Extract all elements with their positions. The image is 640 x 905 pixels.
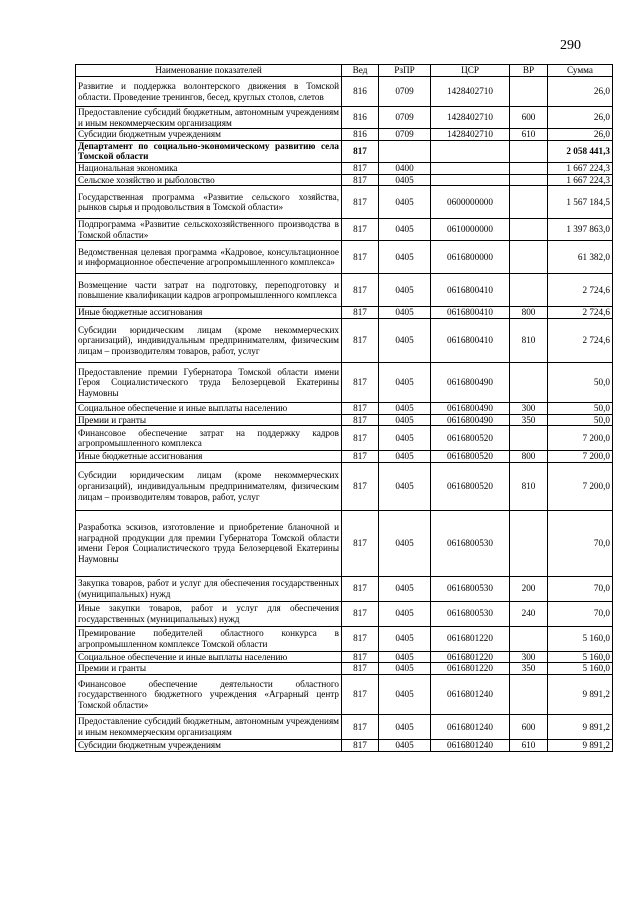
header-vr: ВР bbox=[510, 65, 548, 77]
row-sum-cell: 26,0 bbox=[548, 77, 613, 107]
row-rzpr-cell: 0405 bbox=[379, 426, 431, 451]
row-name-cell: Премии и гранты bbox=[76, 414, 342, 426]
row-csr-cell: 0616800520 bbox=[431, 426, 510, 451]
table-row bbox=[76, 174, 613, 186]
row-csr-cell: 0616800410 bbox=[431, 307, 510, 319]
row-ved-cell: 817 bbox=[342, 714, 379, 739]
row-sum-cell: 2 724,6 bbox=[548, 307, 613, 319]
row-rzpr-cell: 0405 bbox=[379, 714, 431, 739]
row-rzpr-cell: 0405 bbox=[379, 219, 431, 241]
row-csr-cell bbox=[431, 174, 510, 186]
row-rzpr-cell bbox=[379, 140, 431, 162]
row-vr-cell: 240 bbox=[510, 601, 548, 626]
row-csr-cell: 0616800000 bbox=[431, 241, 510, 274]
row-rzpr-cell: 0405 bbox=[379, 576, 431, 601]
row-rzpr-cell: 0405 bbox=[379, 510, 431, 576]
row-vr-cell bbox=[510, 140, 548, 162]
row-name-cell: Иные бюджетные ассигнования bbox=[76, 307, 342, 319]
row-rzpr-cell: 0400 bbox=[379, 162, 431, 174]
row-vr-cell bbox=[510, 426, 548, 451]
row-csr-cell: 0616800410 bbox=[431, 274, 510, 307]
table-row bbox=[76, 576, 613, 601]
row-csr-cell: 0610000000 bbox=[431, 219, 510, 241]
row-ved-cell: 817 bbox=[342, 186, 379, 219]
row-vr-cell: 800 bbox=[510, 451, 548, 463]
row-name-cell: Финансовое обеспечение деятельности областного государственного бюджетного учреждения «Аграрный центр Томской области» bbox=[76, 674, 342, 714]
row-vr-cell: 300 bbox=[510, 651, 548, 663]
row-ved-cell: 817 bbox=[342, 426, 379, 451]
row-vr-cell bbox=[510, 274, 548, 307]
header-sum: Сумма bbox=[548, 65, 613, 77]
row-name-cell: Иные закупки товаров, работ и услуг для обеспечения государственных (муниципальных) нужд bbox=[76, 601, 342, 626]
row-name-cell: Премирование победителей областного конкурса в агропромышленном комплексе Томской области bbox=[76, 626, 342, 651]
table-row bbox=[76, 663, 613, 675]
row-name-cell: Сельское хозяйство и рыболовство bbox=[76, 174, 342, 186]
row-sum-cell: 1 397 863,0 bbox=[548, 219, 613, 241]
row-vr-cell: 200 bbox=[510, 576, 548, 601]
table-row bbox=[76, 318, 613, 362]
row-sum-cell: 9 891,2 bbox=[548, 739, 613, 751]
row-ved-cell: 816 bbox=[342, 77, 379, 107]
row-csr-cell: 0616800490 bbox=[431, 402, 510, 414]
row-vr-cell bbox=[510, 174, 548, 186]
row-sum-cell: 26,0 bbox=[548, 107, 613, 129]
row-ved-cell: 817 bbox=[342, 274, 379, 307]
table-body bbox=[76, 77, 613, 752]
table-row bbox=[76, 626, 613, 651]
row-rzpr-cell: 0405 bbox=[379, 362, 431, 402]
row-csr-cell: 1428402710 bbox=[431, 77, 510, 107]
row-rzpr-cell: 0405 bbox=[379, 451, 431, 463]
row-vr-cell: 800 bbox=[510, 307, 548, 319]
row-sum-cell: 61 382,0 bbox=[548, 241, 613, 274]
row-vr-cell: 810 bbox=[510, 462, 548, 510]
header-rzpr: РзПР bbox=[379, 65, 431, 77]
row-vr-cell: 350 bbox=[510, 663, 548, 675]
row-ved-cell: 817 bbox=[342, 362, 379, 402]
row-rzpr-cell: 0405 bbox=[379, 274, 431, 307]
row-ved-cell: 817 bbox=[342, 140, 379, 162]
row-vr-cell bbox=[510, 362, 548, 402]
row-vr-cell bbox=[510, 626, 548, 651]
row-rzpr-cell: 0405 bbox=[379, 663, 431, 675]
row-sum-cell: 2 724,6 bbox=[548, 274, 613, 307]
row-rzpr-cell: 0405 bbox=[379, 318, 431, 362]
row-rzpr-cell: 0405 bbox=[379, 414, 431, 426]
row-name-cell: Предоставление субсидий бюджетным, автономным учреждениям и иным некоммерческим организациям bbox=[76, 107, 342, 129]
row-sum-cell: 5 160,0 bbox=[548, 626, 613, 651]
row-sum-cell: 7 200,0 bbox=[548, 426, 613, 451]
row-name-cell: Предоставление премии Губернатора Томской области имени Героя Социалистического труда Белозерцевой Екатерины Наумовны bbox=[76, 362, 342, 402]
row-name-cell: Премии и гранты bbox=[76, 663, 342, 675]
row-rzpr-cell: 0405 bbox=[379, 307, 431, 319]
table-row bbox=[76, 451, 613, 463]
row-csr-cell: 0616800530 bbox=[431, 576, 510, 601]
row-csr-cell: 0616800490 bbox=[431, 362, 510, 402]
row-ved-cell: 816 bbox=[342, 129, 379, 141]
row-rzpr-cell: 0405 bbox=[379, 739, 431, 751]
row-csr-cell: 0616801220 bbox=[431, 651, 510, 663]
row-ved-cell: 817 bbox=[342, 674, 379, 714]
row-sum-cell: 5 160,0 bbox=[548, 663, 613, 675]
row-sum-cell: 7 200,0 bbox=[548, 451, 613, 463]
row-sum-cell: 50,0 bbox=[548, 414, 613, 426]
row-sum-cell: 70,0 bbox=[548, 510, 613, 576]
row-name-cell: Субсидии юридическим лицам (кроме некоммерческих организаций), индивидуальным предпринимателям, физическим лицам – производителям товаров, работ, услуг bbox=[76, 318, 342, 362]
row-sum-cell: 5 160,0 bbox=[548, 651, 613, 663]
row-ved-cell: 817 bbox=[342, 174, 379, 186]
table-row bbox=[76, 601, 613, 626]
row-sum-cell: 50,0 bbox=[548, 362, 613, 402]
row-csr-cell bbox=[431, 140, 510, 162]
row-ved-cell: 817 bbox=[342, 162, 379, 174]
row-sum-cell: 2 724,6 bbox=[548, 318, 613, 362]
table-row bbox=[76, 674, 613, 714]
row-name-cell: Департамент по социально-экономическому развитию села Томской области bbox=[76, 140, 342, 162]
budget-table bbox=[75, 64, 613, 752]
row-name-cell: Развитие и поддержка волонтерского движения в Томской области. Проведение тренингов, бесед, круглых столов, слетов bbox=[76, 77, 342, 107]
row-rzpr-cell: 0405 bbox=[379, 186, 431, 219]
table-row bbox=[76, 362, 613, 402]
row-ved-cell: 816 bbox=[342, 107, 379, 129]
header-ved: Вед bbox=[342, 65, 379, 77]
row-name-cell: Социальное обеспечение и иные выплаты населению bbox=[76, 402, 342, 414]
row-name-cell: Социальное обеспечение и иные выплаты населению bbox=[76, 651, 342, 663]
row-ved-cell: 817 bbox=[342, 739, 379, 751]
row-ved-cell: 817 bbox=[342, 462, 379, 510]
row-csr-cell: 1428402710 bbox=[431, 129, 510, 141]
row-csr-cell: 0616800520 bbox=[431, 451, 510, 463]
row-vr-cell: 610 bbox=[510, 129, 548, 141]
table-row bbox=[76, 77, 613, 107]
row-csr-cell: 0616801240 bbox=[431, 714, 510, 739]
row-rzpr-cell: 0405 bbox=[379, 674, 431, 714]
row-name-cell: Субсидии бюджетным учреждениям bbox=[76, 129, 342, 141]
row-csr-cell: 1428402710 bbox=[431, 107, 510, 129]
header-csr: ЦСР bbox=[431, 65, 510, 77]
row-rzpr-cell: 0405 bbox=[379, 174, 431, 186]
row-sum-cell: 9 891,2 bbox=[548, 714, 613, 739]
row-csr-cell: 0600000000 bbox=[431, 186, 510, 219]
table-row bbox=[76, 739, 613, 751]
row-ved-cell: 817 bbox=[342, 663, 379, 675]
row-rzpr-cell: 0405 bbox=[379, 601, 431, 626]
row-sum-cell: 1 667 224,3 bbox=[548, 162, 613, 174]
row-name-cell: Субсидии юридическим лицам (кроме некоммерческих организаций), индивидуальным предпринимателям, физическим лицам – производителям товаров, работ, услуг bbox=[76, 462, 342, 510]
row-name-cell: Государственная программа «Развитие сельского хозяйства, рынков сырья и продовольствия в Томской области» bbox=[76, 186, 342, 219]
row-name-cell: Возмещение части затрат на подготовку, переподготовку и повышение квалификации кадров агропромышленного комплекса bbox=[76, 274, 342, 307]
row-sum-cell: 50,0 bbox=[548, 402, 613, 414]
row-rzpr-cell: 0709 bbox=[379, 129, 431, 141]
table-row bbox=[76, 162, 613, 174]
row-vr-cell bbox=[510, 219, 548, 241]
table-row bbox=[76, 129, 613, 141]
table-header-row bbox=[76, 65, 613, 77]
row-rzpr-cell: 0405 bbox=[379, 241, 431, 274]
row-ved-cell: 817 bbox=[342, 219, 379, 241]
row-csr-cell: 0616800410 bbox=[431, 318, 510, 362]
table-row bbox=[76, 140, 613, 162]
row-name-cell: Ведомственная целевая программа «Кадровое, консультационное и информационное обеспечение агропромышленного комплекса» bbox=[76, 241, 342, 274]
row-ved-cell: 817 bbox=[342, 402, 379, 414]
row-name-cell: Иные бюджетные ассигнования bbox=[76, 451, 342, 463]
row-vr-cell: 350 bbox=[510, 414, 548, 426]
row-csr-cell bbox=[431, 162, 510, 174]
row-rzpr-cell: 0709 bbox=[379, 77, 431, 107]
row-ved-cell: 817 bbox=[342, 451, 379, 463]
row-csr-cell: 0616800530 bbox=[431, 510, 510, 576]
row-ved-cell: 817 bbox=[342, 241, 379, 274]
row-csr-cell: 0616801220 bbox=[431, 663, 510, 675]
row-vr-cell bbox=[510, 510, 548, 576]
row-ved-cell: 817 bbox=[342, 318, 379, 362]
row-name-cell: Подпрограмма «Развитие сельскохозяйственного производства в Томской области» bbox=[76, 219, 342, 241]
row-rzpr-cell: 0405 bbox=[379, 626, 431, 651]
row-vr-cell bbox=[510, 674, 548, 714]
row-ved-cell: 817 bbox=[342, 510, 379, 576]
page-number: 290 bbox=[560, 38, 581, 53]
row-vr-cell bbox=[510, 162, 548, 174]
row-vr-cell: 600 bbox=[510, 714, 548, 739]
row-vr-cell: 600 bbox=[510, 107, 548, 129]
row-vr-cell: 610 bbox=[510, 739, 548, 751]
row-sum-cell: 70,0 bbox=[548, 576, 613, 601]
row-csr-cell: 0616801240 bbox=[431, 674, 510, 714]
row-rzpr-cell: 0405 bbox=[379, 651, 431, 663]
table-row bbox=[76, 274, 613, 307]
row-name-cell: Закупка товаров, работ и услуг для обеспечения государственных (муниципальных) нужд bbox=[76, 576, 342, 601]
row-sum-cell: 2 058 441,3 bbox=[548, 140, 613, 162]
row-rzpr-cell: 0405 bbox=[379, 462, 431, 510]
row-vr-cell bbox=[510, 77, 548, 107]
row-sum-cell: 1 667 224,3 bbox=[548, 174, 613, 186]
table-row bbox=[76, 241, 613, 274]
table-row bbox=[76, 414, 613, 426]
table-row bbox=[76, 651, 613, 663]
table-row bbox=[76, 402, 613, 414]
table-row bbox=[76, 219, 613, 241]
row-ved-cell: 817 bbox=[342, 626, 379, 651]
row-sum-cell: 26,0 bbox=[548, 129, 613, 141]
row-ved-cell: 817 bbox=[342, 601, 379, 626]
row-ved-cell: 817 bbox=[342, 414, 379, 426]
row-csr-cell: 0616800490 bbox=[431, 414, 510, 426]
row-vr-cell bbox=[510, 186, 548, 219]
row-name-cell: Предоставление субсидий бюджетным, автономным учреждениям и иным некоммерческим организациям bbox=[76, 714, 342, 739]
row-csr-cell: 0616800530 bbox=[431, 601, 510, 626]
row-sum-cell: 7 200,0 bbox=[548, 462, 613, 510]
row-vr-cell bbox=[510, 241, 548, 274]
table-row bbox=[76, 426, 613, 451]
row-rzpr-cell: 0709 bbox=[379, 107, 431, 129]
row-ved-cell: 817 bbox=[342, 651, 379, 663]
row-sum-cell: 70,0 bbox=[548, 601, 613, 626]
header-name: Наименование показателей bbox=[76, 65, 342, 77]
row-vr-cell: 300 bbox=[510, 402, 548, 414]
row-csr-cell: 0616801240 bbox=[431, 739, 510, 751]
row-sum-cell: 1 567 184,5 bbox=[548, 186, 613, 219]
row-name-cell: Финансовое обеспечение затрат на поддержку кадров агропромышленного комплекса bbox=[76, 426, 342, 451]
row-csr-cell: 0616801220 bbox=[431, 626, 510, 651]
table-row bbox=[76, 510, 613, 576]
row-name-cell: Субсидии бюджетным учреждениям bbox=[76, 739, 342, 751]
table-row bbox=[76, 307, 613, 319]
table-row bbox=[76, 714, 613, 739]
row-name-cell: Разработка эскизов, изготовление и приобретение бланочной и наградной продукции для премии Губернатора Томской области имени Героя Социалистического труда Белозерцевой Екатерины Наумовны bbox=[76, 510, 342, 576]
table-row bbox=[76, 107, 613, 129]
row-csr-cell: 0616800520 bbox=[431, 462, 510, 510]
table-row bbox=[76, 186, 613, 219]
row-ved-cell: 817 bbox=[342, 576, 379, 601]
row-sum-cell: 9 891,2 bbox=[548, 674, 613, 714]
row-ved-cell: 817 bbox=[342, 307, 379, 319]
row-rzpr-cell: 0405 bbox=[379, 402, 431, 414]
row-vr-cell: 810 bbox=[510, 318, 548, 362]
row-name-cell: Национальная экономика bbox=[76, 162, 342, 174]
table-row bbox=[76, 462, 613, 510]
